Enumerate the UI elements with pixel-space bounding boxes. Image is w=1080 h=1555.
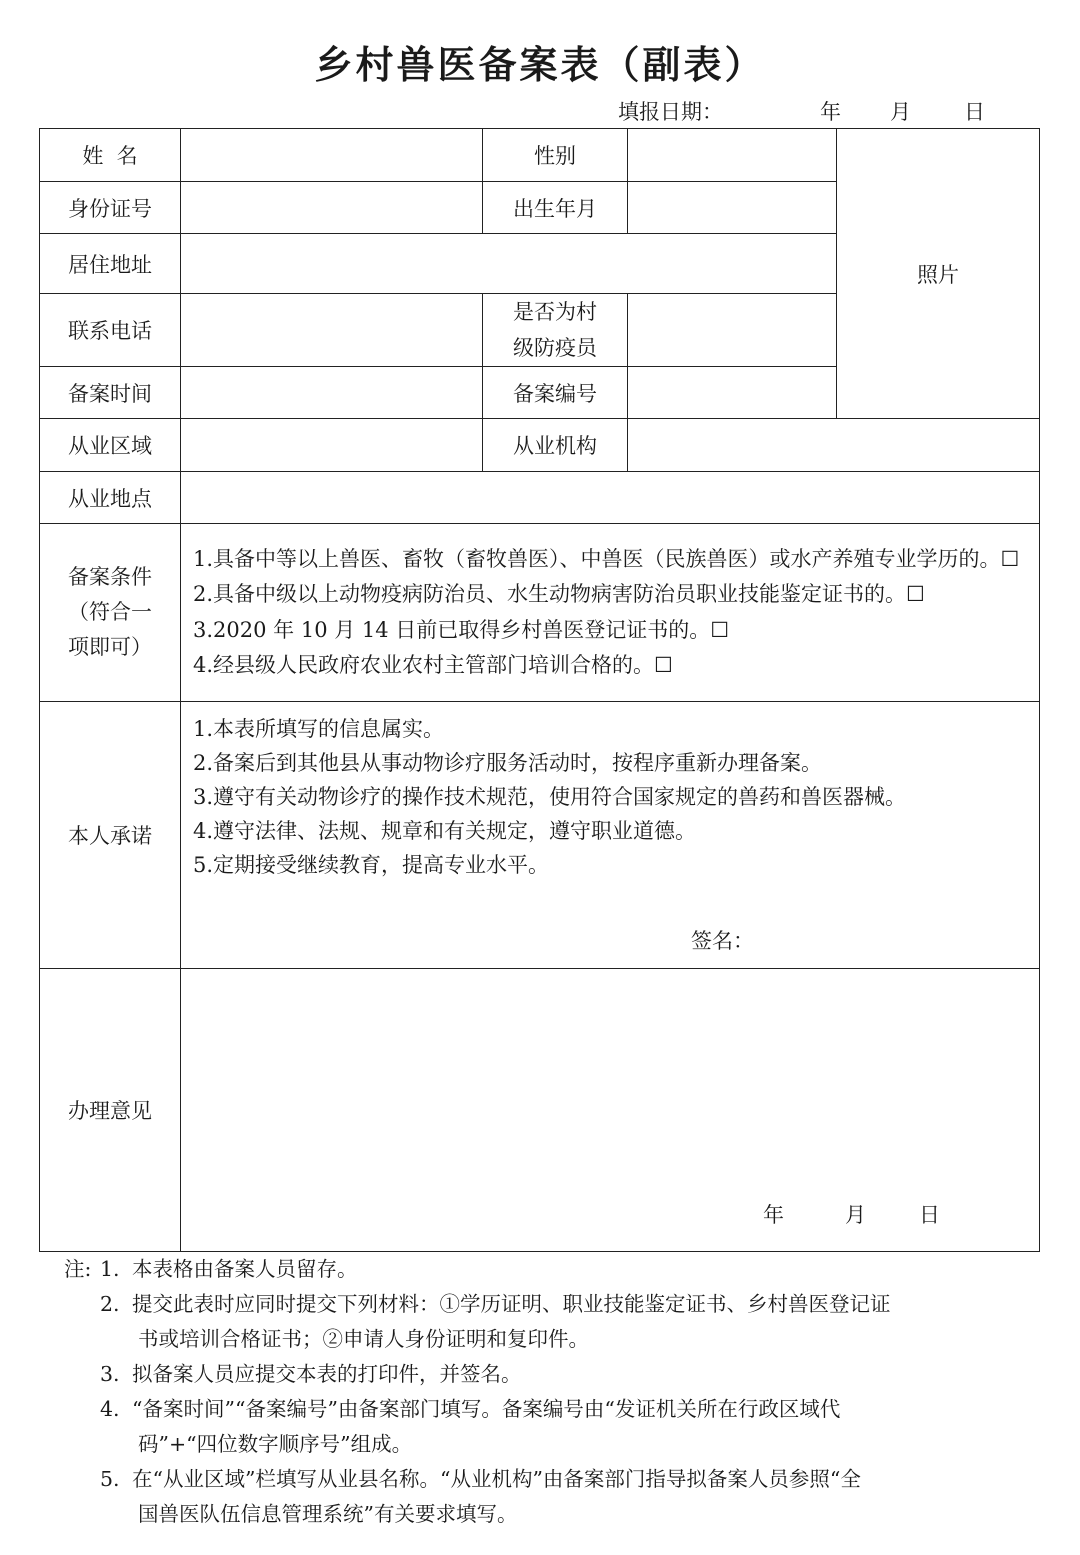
id-number-field[interactable] (181, 182, 483, 234)
conditions-label-line1: 备案条件 (68, 565, 152, 589)
fill-date-year: 年 (820, 100, 841, 124)
note-text-cont: 国兽医队伍信息管理系统”有关要求填写。 (138, 1502, 518, 1526)
record-time-label: 备案时间 (40, 367, 181, 419)
photo-cell[interactable] (837, 129, 1040, 419)
notes-lead: 注: (64, 1257, 92, 1281)
condition-item-1[interactable]: 1.具备中等以上兽医、畜牧（畜牧兽医）、中兽医（民族兽医）或水产养殖专业学历的。☐ (193, 546, 1020, 571)
fill-date-month: 月 (890, 100, 911, 124)
phone-label: 联系电话 (40, 294, 181, 367)
village-epidemic-label-line1: 是否为村 (513, 300, 597, 324)
fill-date-day: 日 (964, 100, 985, 124)
photo-label: 照片 (917, 262, 959, 287)
note-number: 5. (100, 1467, 120, 1491)
condition-item-3[interactable]: 3.2020 年 10 月 14 日前已取得乡村兽医登记证书的。☐ (193, 617, 730, 642)
practice-org-field[interactable] (628, 419, 1040, 472)
address-label: 居住地址 (40, 234, 181, 294)
name-field[interactable] (181, 129, 483, 182)
practice-area-field[interactable] (181, 419, 483, 472)
conditions-list (181, 524, 1040, 702)
promise-label: 本人承诺 (40, 702, 181, 969)
notes-section (64, 1252, 1024, 1532)
promise-list (181, 702, 1040, 969)
practice-org-label: 从业机构 (483, 419, 628, 472)
opinion-date-month: 月 (845, 1203, 866, 1227)
registration-form-table (39, 128, 1040, 1252)
practice-place-label: 从业地点 (40, 472, 181, 524)
gender-label: 性别 (483, 129, 628, 182)
opinion-field[interactable] (181, 969, 1040, 1252)
note-item-2 (64, 1287, 1024, 1357)
village-epidemic-label-line2: 级防疫员 (513, 336, 597, 360)
note-text: “备案时间”“备案编号”由备案部门填写。备案编号由“发证机关所在行政区域代 (132, 1397, 841, 1421)
name-label: 姓 名 (40, 129, 181, 182)
conditions-label-line3: 项即可） (68, 635, 152, 659)
signature-label[interactable]: 签名： (691, 929, 754, 953)
note-text: 提交此表时应同时提交下列材料：①学历证明、职业技能鉴定证书、乡村兽医登记证 (132, 1292, 891, 1316)
note-text-cont: 码”+“四位数字顺序号”组成。 (138, 1432, 413, 1456)
condition-item-4[interactable]: 4.经县级人民政府农业农村主管部门培训合格的。☐ (193, 653, 673, 677)
gender-field[interactable] (628, 129, 837, 182)
note-text: 拟备案人员应提交本表的打印件，并签名。 (132, 1362, 522, 1386)
promise-item-2: 2.备案后到其他县从事动物诊疗服务活动时，按程序重新办理备案。 (193, 751, 823, 775)
village-epidemic-label (483, 294, 628, 367)
phone-field[interactable] (181, 294, 483, 367)
opinion-label: 办理意见 (40, 969, 181, 1252)
note-item-3 (64, 1357, 1024, 1392)
opinion-date-year: 年 (763, 1203, 784, 1227)
village-epidemic-field[interactable] (628, 294, 837, 367)
conditions-label-line2: （符合一 (68, 600, 152, 624)
note-item-1 (64, 1252, 1024, 1287)
fill-date-label: 填报日期： (618, 100, 723, 124)
note-item-4 (64, 1392, 1024, 1462)
birth-field[interactable] (628, 182, 837, 234)
note-number: 3. (100, 1362, 120, 1386)
practice-area-label: 从业区域 (40, 419, 181, 472)
opinion-date-day: 日 (919, 1203, 940, 1227)
note-text: 本表格由备案人员留存。 (132, 1257, 358, 1281)
promise-item-1: 1.本表所填写的信息属实。 (193, 717, 445, 741)
birth-label: 出生年月 (483, 182, 628, 234)
note-number: 2. (100, 1292, 120, 1316)
promise-item-3: 3.遵守有关动物诊疗的操作技术规范，使用符合国家规定的兽药和兽医器械。 (193, 785, 907, 809)
note-text: 在“从业区域”栏填写从业县名称。“从业机构”由备案部门指导拟备案人员参照“全 (132, 1467, 861, 1491)
promise-item-4: 4.遵守法律、法规、规章和有关规定，遵守职业道德。 (193, 819, 697, 843)
record-time-field[interactable] (181, 367, 483, 419)
promise-item-5: 5.定期接受继续教育，提高专业水平。 (193, 853, 550, 877)
id-number-label: 身份证号 (40, 182, 181, 234)
record-number-field[interactable] (628, 367, 837, 419)
note-text-cont: 书或培训合格证书；②申请人身份证明和复印件。 (138, 1327, 589, 1351)
practice-place-field[interactable] (181, 472, 1040, 524)
note-item-5 (64, 1462, 1024, 1532)
form-title: 乡村兽医备案表（副表） (314, 42, 766, 87)
record-number-label: 备案编号 (483, 367, 628, 419)
note-number: 4. (100, 1397, 120, 1421)
note-number: 1. (100, 1257, 120, 1281)
condition-item-2[interactable]: 2.具备中级以上动物疫病防治员、水生动物病害防治员职业技能鉴定证书的。☐ (193, 582, 925, 606)
address-field[interactable] (181, 234, 837, 294)
conditions-label (40, 524, 181, 702)
